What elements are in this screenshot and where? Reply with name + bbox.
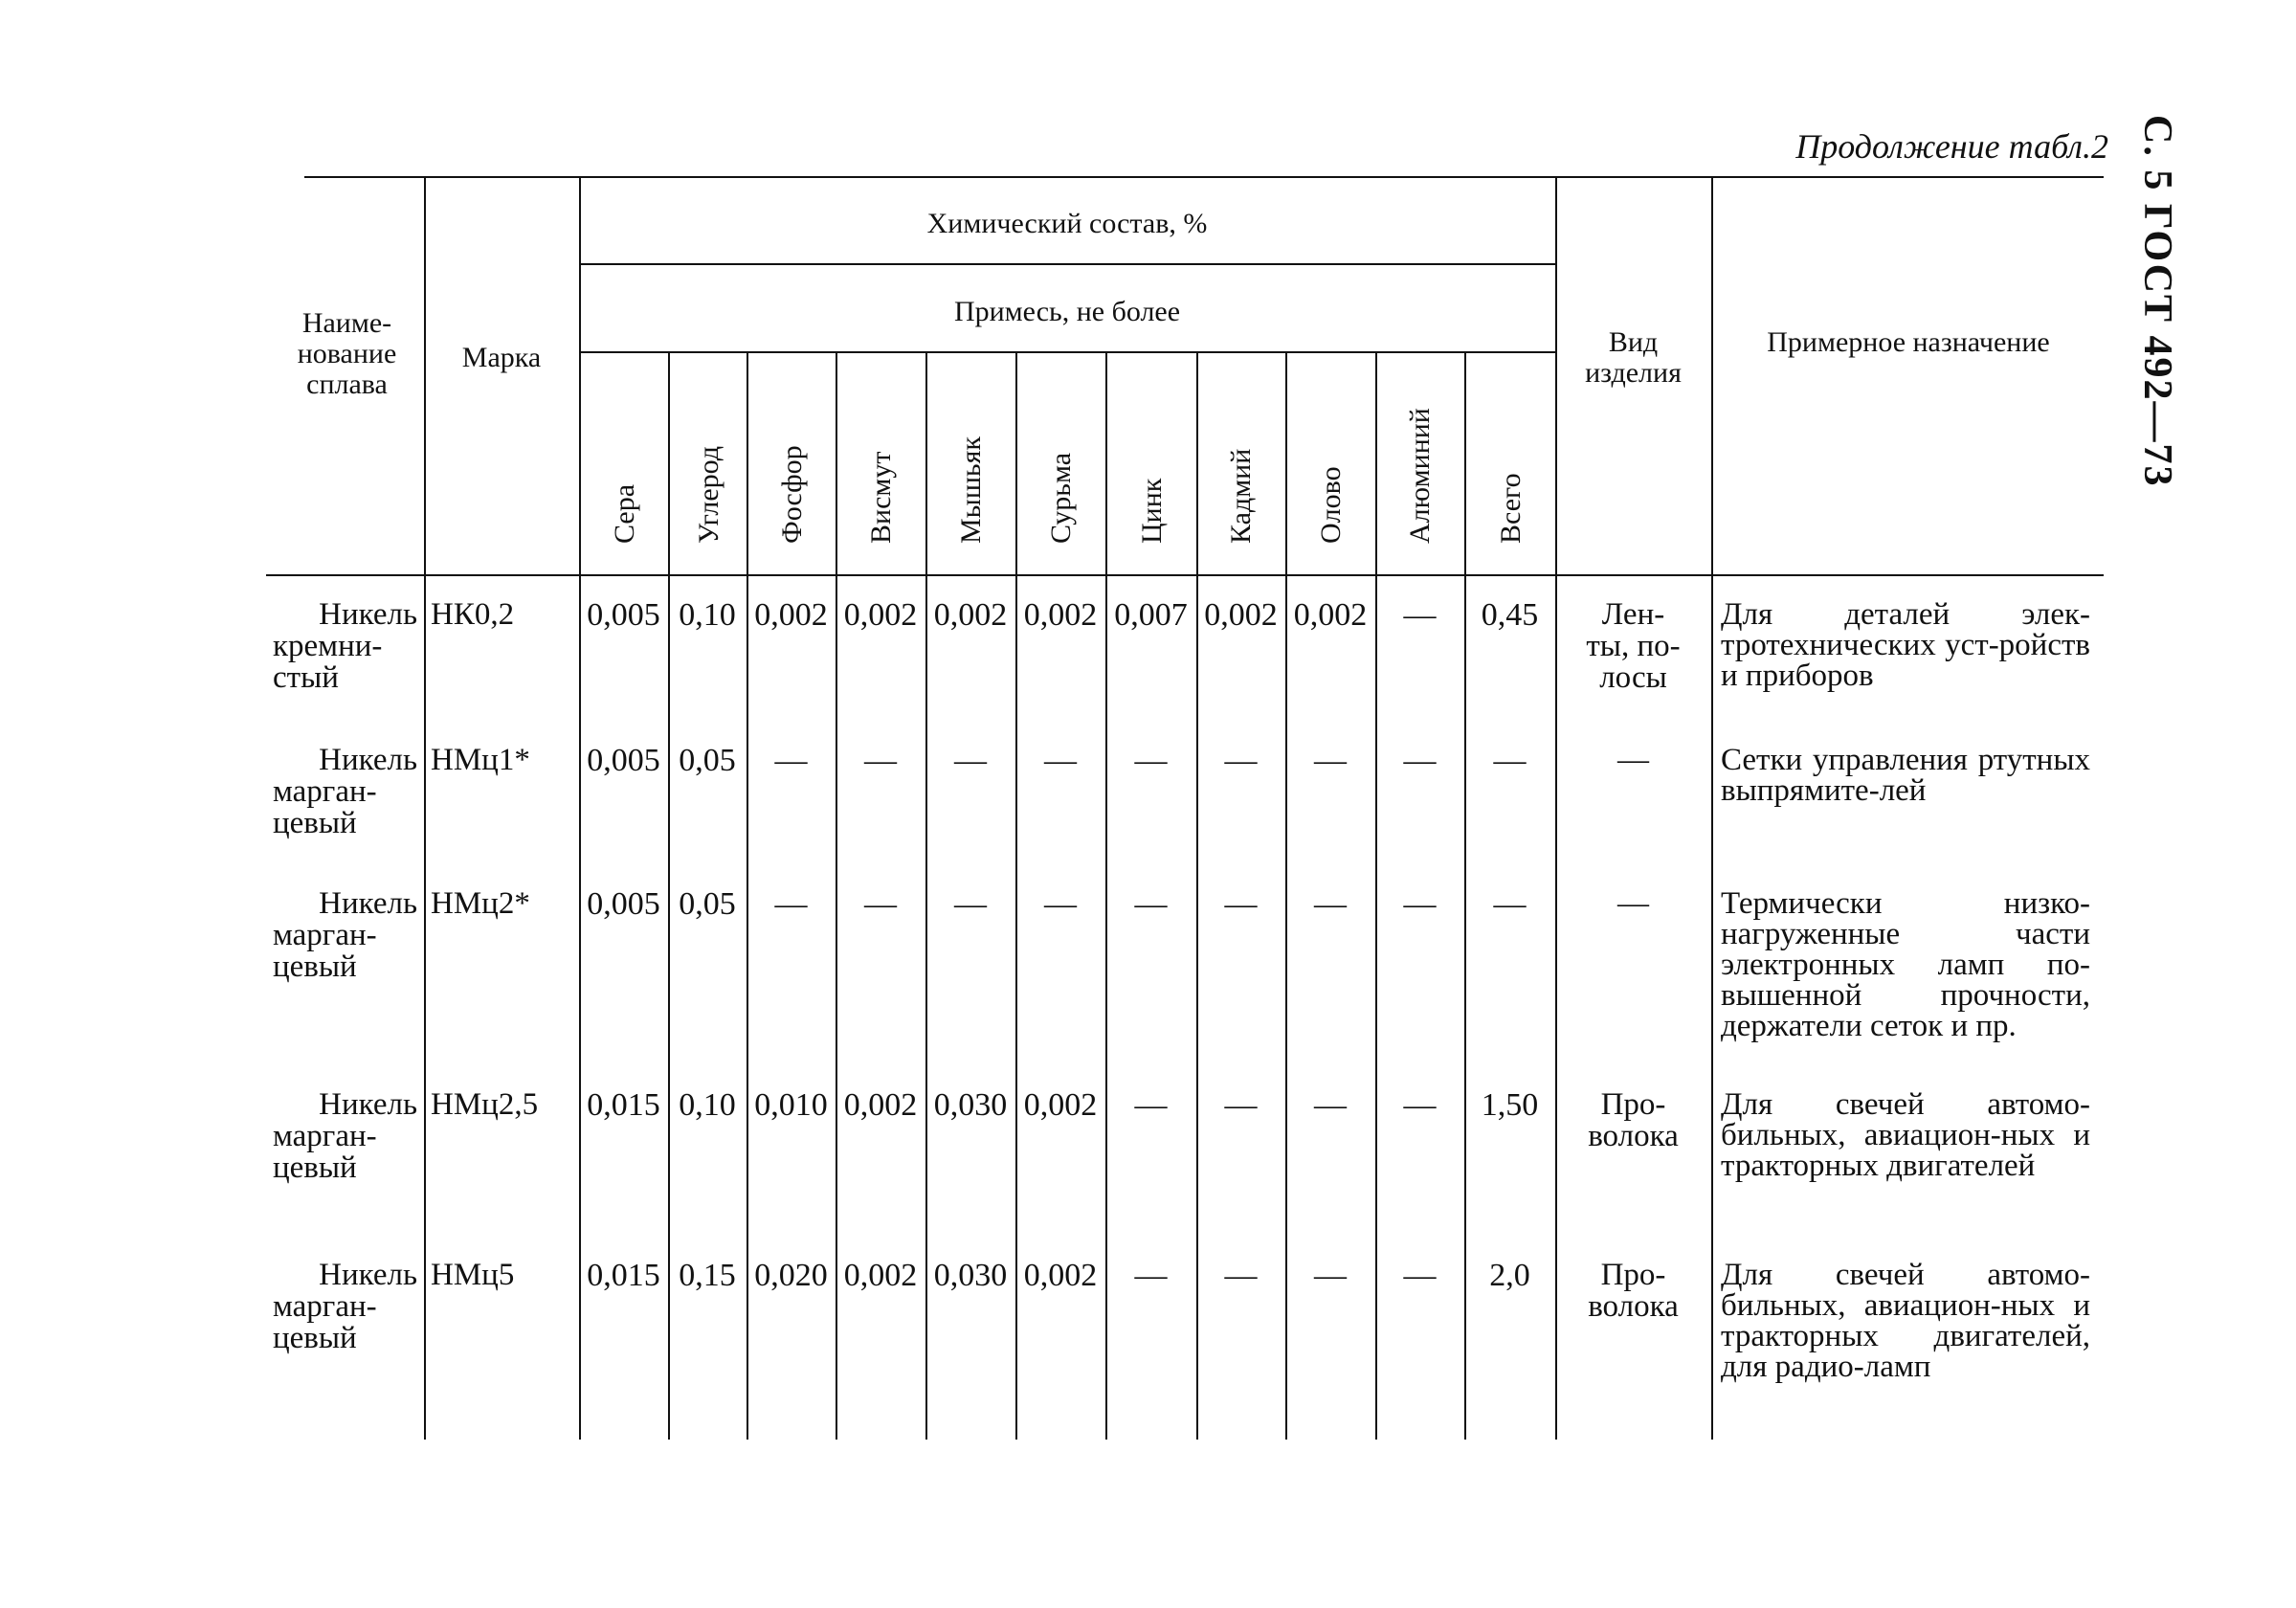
composition-cell: 0,015: [587, 1087, 660, 1123]
header-cadmium: Кадмий: [1225, 448, 1257, 544]
composition-cell: 0,002: [1204, 597, 1278, 633]
product-type-line: Про-: [1600, 1258, 1666, 1292]
composition-cell: 0,10: [679, 597, 736, 633]
composition-cell: —: [1403, 886, 1437, 922]
header-name: Наиме-нование сплава: [297, 307, 397, 400]
composition-cell: —: [774, 886, 808, 922]
grade-cell: НМц2*: [431, 886, 530, 921]
header-grade: Марка: [461, 342, 542, 373]
header-bismuth: Висмут: [865, 451, 897, 544]
composition-cell: 0,05: [679, 886, 736, 922]
product-type-line: —: [1617, 743, 1649, 777]
header-arsenic: Мышьяк: [955, 436, 987, 544]
composition-cell: —: [1224, 1087, 1258, 1123]
purpose-cell: Термически низко-нагруженные части электронных ламп по-вышенной прочности, держатели сеток и пр.: [1721, 886, 2090, 1043]
alloy-name-line: кремни-: [273, 629, 383, 663]
composition-cell: 0,002: [754, 597, 828, 633]
header-phosphorus: Фосфор: [776, 445, 808, 544]
grade-cell: НМц5: [431, 1258, 515, 1292]
alloy-name-line: Никель: [319, 1087, 417, 1122]
composition-cell: —: [864, 743, 897, 778]
grade-cell: НМц2,5: [431, 1087, 539, 1122]
alloy-name-line: марган-: [273, 1119, 377, 1153]
header-aluminum: Алюминий: [1404, 408, 1436, 544]
col-divider-chem: [579, 176, 581, 1440]
composition-cell: 0,002: [843, 1087, 918, 1123]
purpose-cell: Сетки управления ртутных выпрямите-лей: [1721, 743, 2090, 808]
composition-cell: 0,002: [933, 597, 1008, 633]
composition-cell: 0,05: [679, 743, 736, 778]
purpose-cell: Для деталей элек-тротехнических уст-ройств и приборов: [1721, 597, 2090, 693]
alloy-name-line: цевый: [273, 1321, 357, 1355]
alloy-name-line: цевый: [273, 806, 357, 840]
grade-cell: НМц1*: [431, 743, 530, 777]
product-type-line: волока: [1588, 1289, 1679, 1324]
composition-cell: —: [1044, 886, 1077, 922]
impurity-divider: [579, 351, 1555, 353]
composition-cell: —: [1493, 886, 1527, 922]
composition-cell: —: [1314, 1258, 1347, 1293]
product-type-line: —: [1617, 886, 1649, 921]
alloy-name-line: цевый: [273, 949, 357, 984]
composition-cell: 0,002: [1023, 1087, 1098, 1123]
table-header-rule: [266, 574, 2104, 576]
product-type-line: Про-: [1600, 1087, 1666, 1122]
composition-cell: 0,002: [843, 1258, 918, 1293]
composition-cell: —: [1314, 886, 1347, 922]
product-type-line: лосы: [1599, 660, 1667, 695]
purpose-cell: Для свечей автомо-бильных, авиацион-ных и тракторных двигателей, для радио-ламп: [1721, 1258, 2090, 1384]
alloy-name-line: Никель: [319, 886, 417, 921]
alloy-name-line: марган-: [273, 1289, 377, 1324]
composition-cell: 0,10: [679, 1087, 736, 1123]
composition-cell: 0,005: [587, 597, 660, 633]
alloy-name-line: марган-: [273, 774, 377, 809]
composition-cell: —: [1314, 1087, 1347, 1123]
grade-cell: НК0,2: [431, 597, 515, 632]
composition-cell: —: [1224, 1258, 1258, 1293]
product-type-line: волока: [1588, 1119, 1679, 1153]
composition-cell: —: [1134, 1258, 1168, 1293]
alloy-name-line: Никель: [319, 597, 417, 632]
composition-cell: —: [864, 886, 897, 922]
alloy-name-line: Никель: [319, 743, 417, 777]
composition-cell: —: [1134, 743, 1168, 778]
composition-cell: —: [1403, 1258, 1437, 1293]
header-zinc: Цинк: [1136, 478, 1168, 544]
composition-cell: 0,002: [843, 597, 918, 633]
composition-cell: 0,45: [1481, 597, 1539, 633]
header-product-type: Вид изделия: [1585, 326, 1682, 389]
composition-cell: 0,015: [587, 1258, 660, 1293]
alloy-name-line: марган-: [273, 918, 377, 952]
table-top-rule: [304, 176, 2104, 178]
composition-cell: 0,002: [1293, 597, 1368, 633]
composition-cell: —: [1403, 1087, 1437, 1123]
composition-cell: 0,005: [587, 743, 660, 778]
chem-divider: [579, 263, 1555, 265]
continuation-label: Продолжение табл.2: [1795, 127, 2108, 166]
composition-cell: 1,50: [1481, 1087, 1539, 1123]
composition-cell: 0,15: [679, 1258, 736, 1293]
header-total: Всего: [1495, 473, 1527, 544]
header-tin: Олово: [1315, 466, 1347, 544]
page-side-label: С. 5 ГОСТ 492—73: [2135, 115, 2179, 488]
composition-cell: 0,010: [754, 1087, 828, 1123]
composition-cell: —: [1403, 597, 1437, 633]
composition-cell: —: [1134, 1087, 1168, 1123]
header-carbon: Углерод: [693, 445, 724, 544]
header-antimony: Сурьма: [1045, 452, 1077, 544]
composition-cell: 0,007: [1114, 597, 1188, 633]
product-type-line: Лен-: [1601, 597, 1665, 632]
col-divider-purpose: [1711, 176, 1713, 1440]
header-impurity: Примесь, не более: [953, 296, 1181, 327]
composition-cell: 0,030: [933, 1087, 1008, 1123]
composition-cell: —: [954, 743, 987, 778]
composition-cell: 2,0: [1489, 1258, 1530, 1293]
product-type-line: ты, по-: [1586, 629, 1681, 663]
composition-cell: 0,002: [1023, 1258, 1098, 1293]
composition-cell: —: [954, 886, 987, 922]
alloy-name-line: Никель: [319, 1258, 417, 1292]
composition-cell: 0,030: [933, 1258, 1008, 1293]
composition-cell: —: [1314, 743, 1347, 778]
header-purpose: Примерное назначение: [1767, 326, 2050, 358]
purpose-cell: Для свечей автомо-бильных, авиацион-ных и тракторных двигателей: [1721, 1087, 2090, 1183]
composition-cell: —: [1224, 743, 1258, 778]
header-chemical-composition: Химический состав, %: [926, 208, 1208, 239]
alloy-name-line: стый: [273, 660, 339, 695]
composition-cell: —: [1403, 743, 1437, 778]
composition-cell: 0,020: [754, 1258, 828, 1293]
composition-cell: —: [1493, 743, 1527, 778]
composition-cell: 0,002: [1023, 597, 1098, 633]
composition-cell: —: [1224, 886, 1258, 922]
composition-cell: —: [1044, 743, 1077, 778]
composition-cell: —: [1134, 886, 1168, 922]
alloy-name-line: цевый: [273, 1150, 357, 1185]
header-sulfur: Сера: [609, 483, 640, 544]
composition-cell: —: [774, 743, 808, 778]
composition-cell: 0,005: [587, 886, 660, 922]
